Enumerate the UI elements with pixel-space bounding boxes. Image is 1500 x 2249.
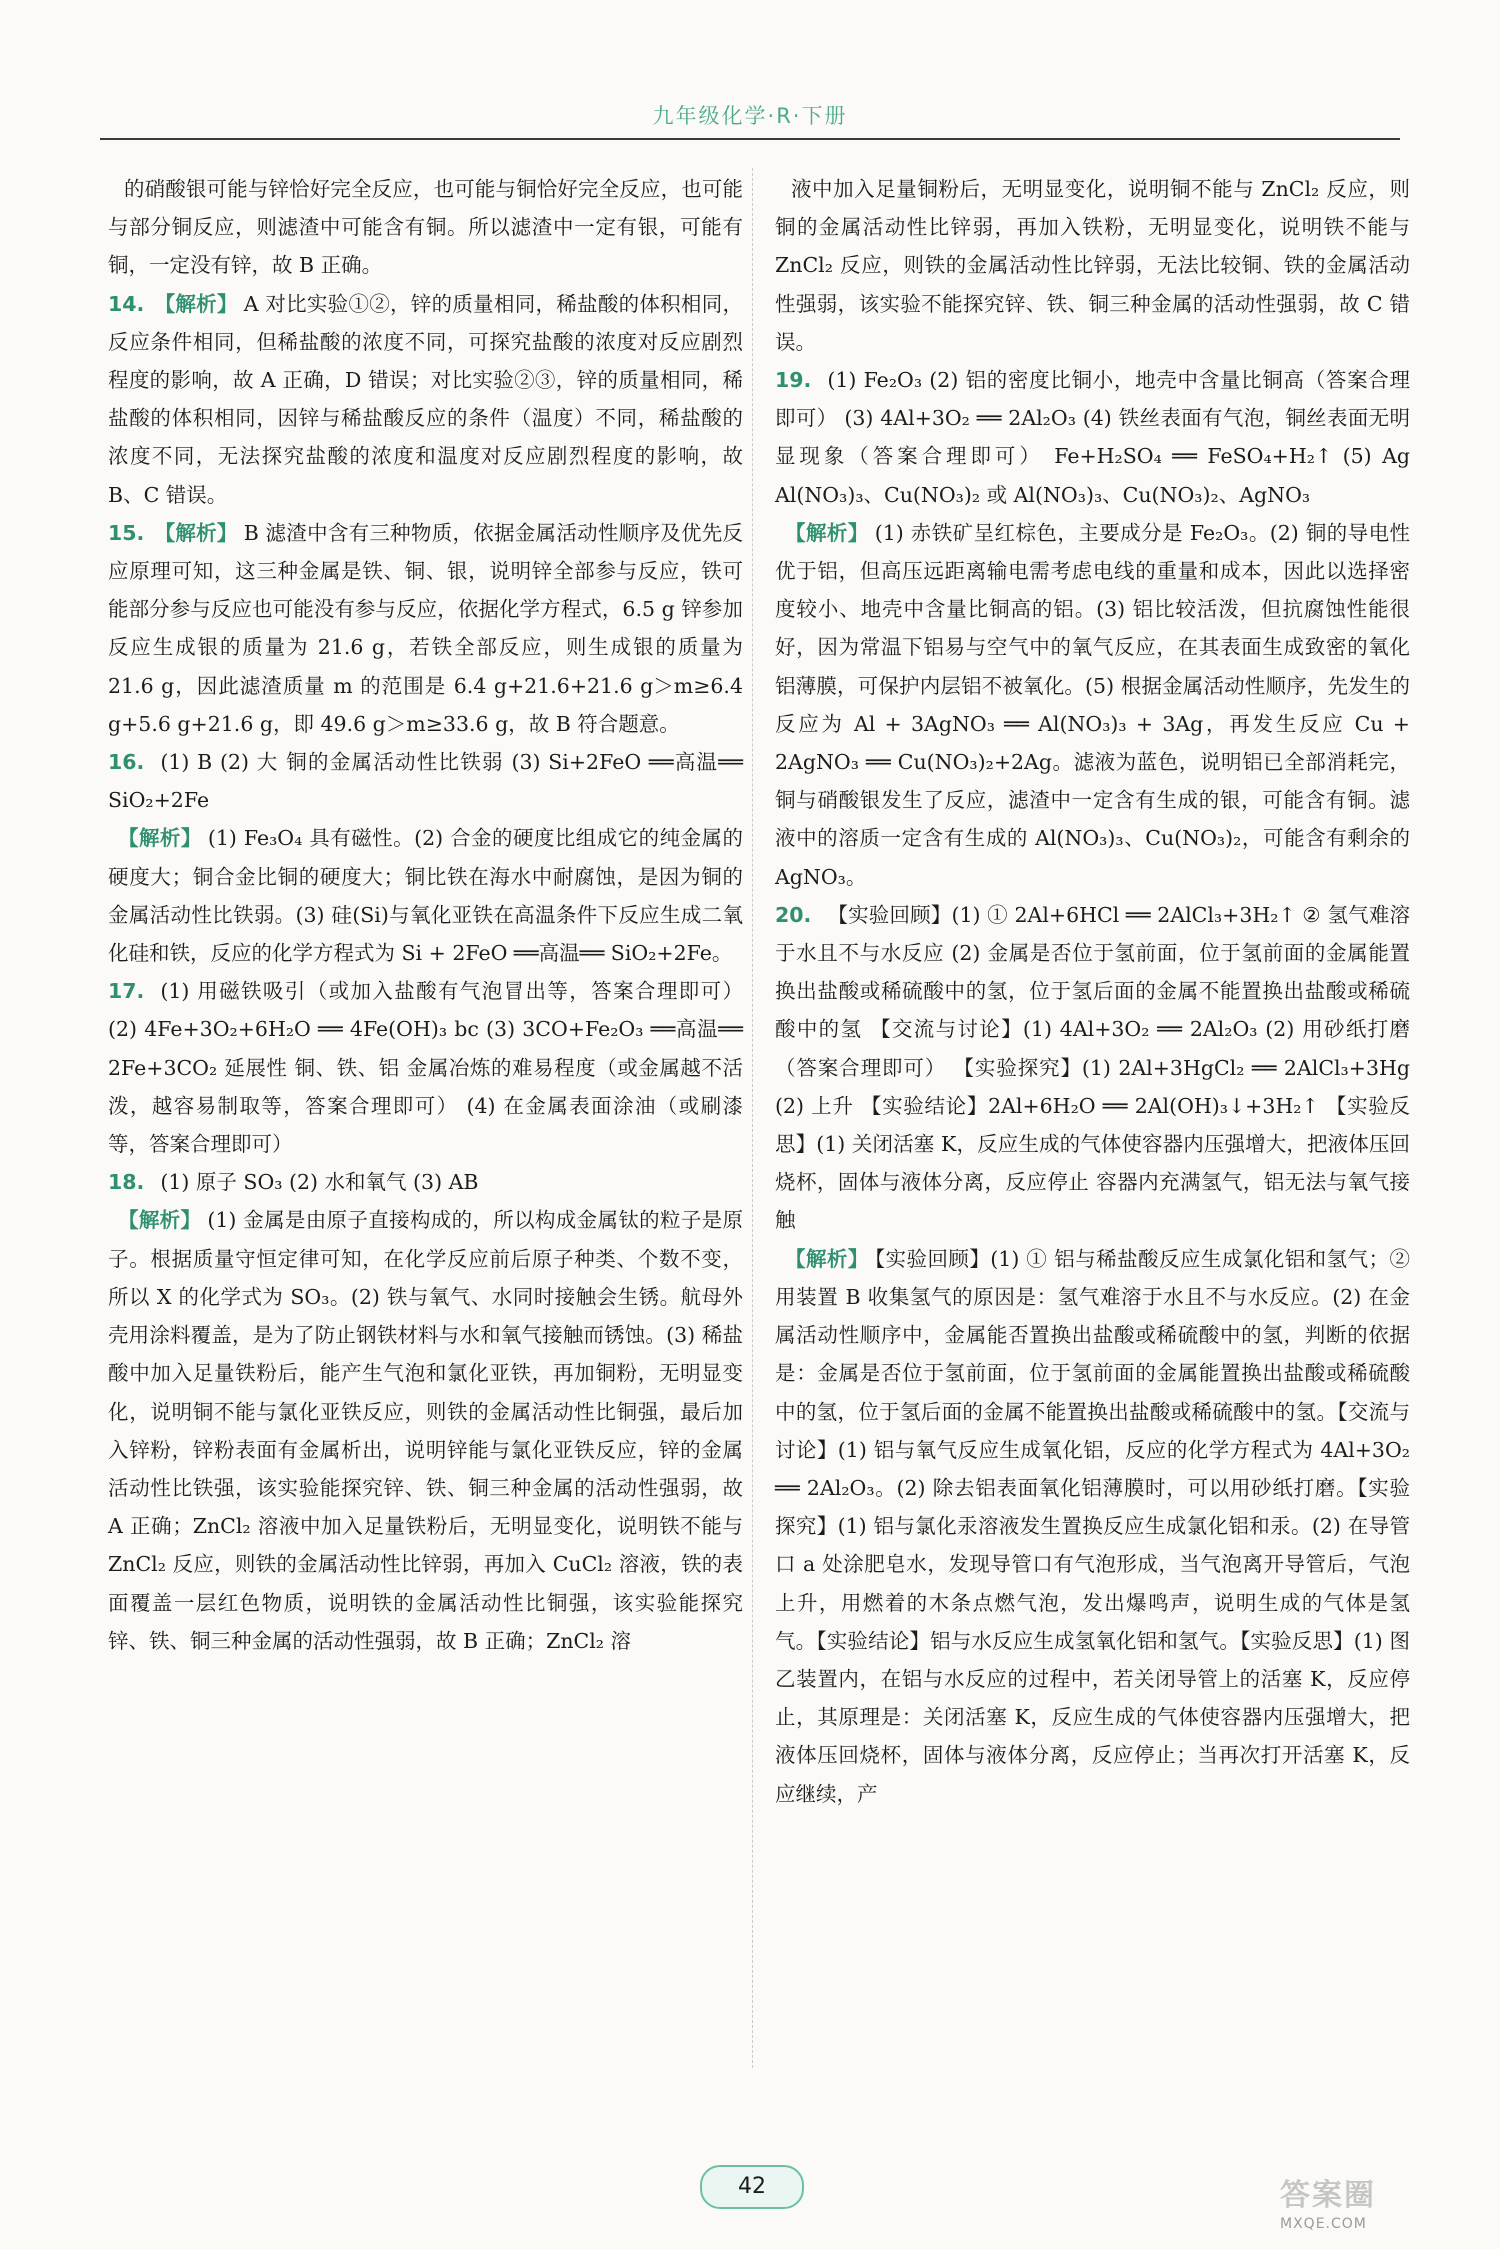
- question-number: 15.: [108, 520, 145, 545]
- answer-text: (1) Fe₂O₃ (2) 铝的密度比铜小，地壳中含量比铜高（答案合理即可） (3) 4Al+3O₂ ══ 2Al₂O₃ (4) 铁丝表面有气泡，铜丝表面无明显现象（答案合理即可） Fe+H₂SO₄ ══ FeSO₄+H₂↑ (5) Ag Al(NO₃)₃、Cu(NO₃)₂ 或 Al(NO₃)₃、Cu(NO₃)₂、AgNO₃: [775, 368, 1410, 507]
- analysis-tag: 【解析】: [154, 520, 238, 545]
- watermark: [1280, 2170, 1480, 2240]
- column-divider: [752, 168, 753, 2068]
- analysis-tag: 【解析】: [785, 1246, 869, 1271]
- answer-block: [775, 896, 1410, 1240]
- answer-text: 液中加入足量铜粉后，无明显变化，说明铜不能与 ZnCl₂ 反应，则铜的金属活动性比锌弱，再加入铁粉，无明显变化，说明铁不能与 ZnCl₂ 反应，则铁的金属活动性比锌弱，无法比较铜、铁的金属活动性强弱，该实验不能探究锌、铁、铜三种金属的活动性强弱，故 C 错误。: [775, 177, 1410, 354]
- answer-text: 的硝酸银可能与锌恰好完全反应，也可能与铜恰好完全反应，也可能与部分铜反应，则滤渣中可能含有铜。所以滤渣中一定有银，可能有铜，一定没有锌，故 B 正确。: [108, 177, 743, 278]
- answer-text: A 对比实验①②，锌的质量相同，稀盐酸的体积相同，反应条件相同，但稀盐酸的浓度不同，可探究盐酸的浓度对反应剧烈程度的影响，故 A 正确，D 错误；对比实验②③，锌的质量相同，稀盐酸的体积相同，因锌与稀盐酸反应的条件（温度）不同，稀盐酸的浓度不同，无法探究盐酸的浓度和温度对反应剧烈程度的影响，故 B、C 错误。: [108, 291, 743, 507]
- answer-block: [108, 1163, 743, 1201]
- question-number: 14.: [108, 291, 145, 316]
- answer-text: (1) B (2) 大 铜的金属活动性比铁弱 (3) Si+2FeO ══高温══ SiO₂+2Fe: [108, 750, 743, 813]
- question-number: 17.: [108, 979, 145, 1004]
- answer-block: [775, 361, 1410, 514]
- answer-block: [108, 972, 743, 1163]
- answer-text: (1) 用磁铁吸引（或加入盐酸有气泡冒出等，答案合理即可） (2) 4Fe+3O₂+6H₂O ══ 4Fe(OH)₃ bc (3) 3CO+Fe₂O₃ ══高温══ 2Fe+3CO₂ 延展性 铜、铁、铝 金属冶炼的难易程度（或金属越不活泼，越容易制取等，答案合理即可） (4) 在金属表面涂油（或刷漆等，答案合理即可）: [108, 979, 743, 1157]
- answer-text: 【实验回顾】(1) ① 铝与稀盐酸反应生成氯化铝和氢气；② 用装置 B 收集氢气的原因是：氢气难溶于水且不与水反应。(2) 在金属活动性顺序中，金属能否置换出盐酸或稀硫酸中的氢，判断的依据是：金属是否位于氢前面，位于氢前面的金属能置换出盐酸或稀硫酸中的氢，位于氢后面的金属不能置换出盐酸或稀硫酸中的氢。【交流与讨论】(1) 铝与氧气反应生成氧化铝，反应的化学方程式为 4Al+3O₂ ══ 2Al₂O₃。(2) 除去铝表面氧化铝薄膜时，可以用砂纸打磨。【实验探究】(1) 铝与氯化汞溶液发生置换反应生成氯化铝和汞。(2) 在导管口 a 处涂肥皂水，发现导管口有气泡形成，当气泡离开导管后，气泡上升，用燃着的木条点燃气泡，发出爆鸣声，说明生成的气体是氢气。【实验结论】铝与水反应生成氢氧化铝和氢气。【实验反思】(1) 图乙装置内，在铝与水反应的过程中，若关闭导管上的活塞 K，反应停止，其原理是：关闭活塞 K，反应生成的气体使容器内压强增大，把液体压回烧杯，固体与液体分离，反应停止；当再次打开活塞 K，反应继续，产: [775, 1246, 1411, 1806]
- answer-block: [775, 170, 1410, 361]
- question-number: 19.: [775, 368, 812, 393]
- answer-text: (1) 金属是由原子直接构成的，所以构成金属钛的粒子是原子。根据质量守恒定律可知，在化学反应前后原子种类、个数不变，所以 X 的化学式为 SO₃。(2) 铁与氧气、水同时接触会生锈。航母外壳用涂料覆盖，是为了防止钢铁材料与水和氧气接触而锈蚀。(3) 稀盐酸中加入足量铁粉后，能产生气泡和氯化亚铁，再加铜粉，无明显变化，说明铜不能与氯化亚铁反应，则铁的金属活动性比铜强，最后加入锌粉，锌粉表面有金属析出，说明锌能与氯化亚铁反应，锌的金属活动性比铁强，该实验能探究锌、铁、铜三种金属的活动性强弱，故 A 正确；ZnCl₂ 溶液中加入足量铁粉后，无明显变化，说明铁不能与 ZnCl₂ 反应，则铁的金属活动性比锌弱，再加入 CuCl₂ 溶液，铁的表面覆盖一层红色物质，说明铁的金属活动性比铜强，该实验能探究锌、铁、铜三种金属的活动性强弱，故 B 正确；ZnCl₂ 溶: [108, 1208, 744, 1653]
- answer-block: [775, 1240, 1410, 1813]
- analysis-tag: 【解析】: [785, 520, 869, 545]
- answer-block: [108, 1201, 743, 1659]
- right-column: [775, 170, 1410, 1813]
- question-number: 16.: [108, 750, 145, 775]
- header-rule: [100, 138, 1400, 140]
- answer-text: 【实验回顾】(1) ① 2Al+6HCl ══ 2AlCl₃+3H₂↑ ② 氢气难溶于水且不与水反应 (2) 金属是否位于氢前面，位于氢前面的金属能置换出盐酸或稀硫酸中的氢，位于氢后面的金属不能置换出盐酸或稀硫酸中的氢 【交流与讨论】(1) 4Al+3O₂ ══ 2Al₂O₃ (2) 用砂纸打磨（答案合理即可） 【实验探究】(1) 2Al+3HgCl₂ ══ 2AlCl₃+3Hg (2) 上升 【实验结论】2Al+6H₂O ══ 2Al(OH)₃↓+3H₂↑ 【实验反思】(1) 关闭活塞 K，反应生成的气体使容器内压强增大，把液体压回烧杯，固体与液体分离，反应停止 容器内充满氢气，铝无法与氧气接触: [775, 902, 1410, 1233]
- answer-text: (1) Fe₃O₄ 具有磁性。(2) 合金的硬度比组成它的纯金属的硬度大；铜合金比铜的硬度大；铜比铁在海水中耐腐蚀，是因为铜的金属活动性比铁弱。(3) 硅(Si)与氧化亚铁在高温条件下反应生成二氧化硅和铁，反应的化学方程式为 Si + 2FeO ══高温══ SiO₂+2Fe。: [108, 826, 743, 966]
- answer-text: (1) 赤铁矿呈红棕色，主要成分是 Fe₂O₃。(2) 铜的导电性优于铝，但高压远距离输电需考虑电线的重量和成本，因此以选择密度较小、地壳中含量比铜高的铝。(3) 铝比较活泼，但抗腐蚀性能很好，因为常温下铝易与空气中的氧气反应，在其表面生成致密的氧化铝薄膜，可保护内层铝不被氧化。(5) 根据金属活动性顺序，先发生的反应为 Al + 3AgNO₃ ══ Al(NO₃)₃ + 3Ag，再发生反应 Cu + 2AgNO₃ ══ Cu(NO₃)₂+2Ag。滤液为蓝色，说明铝已全部消耗完，铜与硝酸银发生了反应，滤渣中一定含有生成的银，可能含有铜。滤液中的溶质一定含有生成的 Al(NO₃)₃、Cu(NO₃)₂，可能含有剩余的 AgNO₃。: [775, 520, 1411, 889]
- answer-block: [108, 819, 743, 972]
- question-number: 18.: [108, 1170, 145, 1195]
- question-number: 20.: [775, 902, 812, 927]
- left-column: [108, 170, 743, 1660]
- answer-text: B 滤渣中含有三种物质，依据金属活动性顺序及优先反应原理可知，这三种金属是铁、铜、银，说明锌全部参与反应，铁可能部分参与反应也可能没有参与反应，依据化学方程式，6.5 g 锌参加反应生成银的质量为 21.6 g，若铁全部反应，则生成银的质量为 21.6 g，因此滤渣质量 m 的范围是 6.4 g+21.6+21.6 g＞m≥6.4 g+5.6 g+21.6 g，即 49.6 g＞m≥33.6 g，故 B 符合题意。: [108, 520, 743, 736]
- answer-block: [775, 514, 1410, 896]
- answer-block: [108, 285, 743, 514]
- analysis-tag: 【解析】: [118, 1208, 202, 1233]
- page-number: 42: [700, 2165, 804, 2209]
- page-header: 九年级化学·R·下册: [652, 104, 848, 128]
- answer-text: (1) 原子 SO₃ (2) 水和氧气 (3) AB: [160, 1170, 479, 1195]
- analysis-tag: 【解析】: [154, 291, 238, 316]
- answer-block: [108, 170, 743, 285]
- answer-block: [108, 514, 743, 743]
- watermark-logo: 答案圈: [1280, 2178, 1376, 2213]
- analysis-tag: 【解析】: [118, 826, 202, 851]
- watermark-url: MXQE.COM: [1280, 2216, 1367, 2232]
- answer-block: [108, 743, 743, 819]
